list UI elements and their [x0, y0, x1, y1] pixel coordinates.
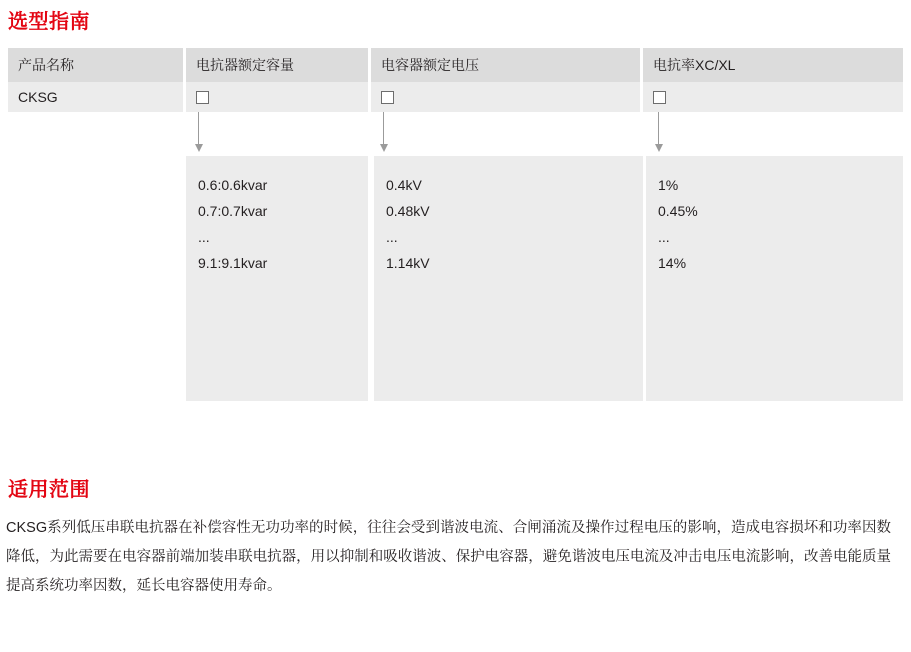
- option-panels: [8, 156, 903, 401]
- option-item: ...: [658, 229, 670, 245]
- arrow-group: [8, 112, 903, 156]
- checkbox-icon-voltage[interactable]: [381, 91, 394, 104]
- selection-guide-table: [8, 48, 903, 112]
- option-item: 14%: [658, 255, 687, 271]
- table-header-product: 产品名称: [8, 48, 186, 82]
- option-item: 0.48kV: [386, 203, 430, 219]
- option-item: 0.7:0.7kvar: [198, 203, 268, 219]
- checkbox-icon-capacity[interactable]: [196, 91, 209, 104]
- down-arrow-icon-voltage: [379, 112, 388, 152]
- scope-paragraph: CKSG系列低压串联电抗器在补偿容性无功功率的时候，往往会受到谐波电流、合闸涌流及操作过程电压的影响，造成电容损坏和功率因数降低，为此需要在电容器前端加装串联电抗器，用以抑制和吸收谐波、保护电容器，避免谐波电压电流及冲击电压电流影响，改善电能质量提高系统功率因数，延长电容器使用寿命。: [6, 520, 891, 594]
- option-item: 0.4kV: [386, 177, 422, 193]
- option-item: 1.14kV: [386, 255, 430, 271]
- table-header-capacity: 电抗器额定容量: [186, 48, 371, 82]
- option-item: 9.1:9.1kvar: [198, 255, 268, 271]
- option-item: ...: [198, 229, 210, 245]
- table-cell-ratio: [643, 82, 903, 112]
- option-item: 0.6:0.6kvar: [198, 177, 268, 193]
- table-header-ratio: 电抗率XC/XL: [643, 48, 903, 82]
- table-cell-capacity: [186, 82, 371, 112]
- table-row: [8, 82, 903, 112]
- table-cell-product-name: CKSG: [8, 82, 186, 112]
- section-title-selection-guide: 选型指南: [8, 11, 90, 33]
- option-item: ...: [386, 229, 398, 245]
- down-arrow-icon-ratio: [654, 112, 663, 152]
- option-item: 1%: [658, 177, 679, 193]
- down-arrow-icon-capacity: [194, 112, 203, 152]
- option-panel-ratio: [646, 156, 903, 401]
- option-panel-voltage: [374, 156, 643, 401]
- option-panel-capacity: [186, 156, 368, 401]
- table-header-row: [8, 48, 903, 82]
- table-cell-voltage: [371, 82, 643, 112]
- section-title-scope: 适用范围: [8, 479, 90, 501]
- checkbox-icon-ratio[interactable]: [653, 91, 666, 104]
- table-header-voltage: 电容器额定电压: [371, 48, 643, 82]
- option-item: 0.45%: [658, 203, 698, 219]
